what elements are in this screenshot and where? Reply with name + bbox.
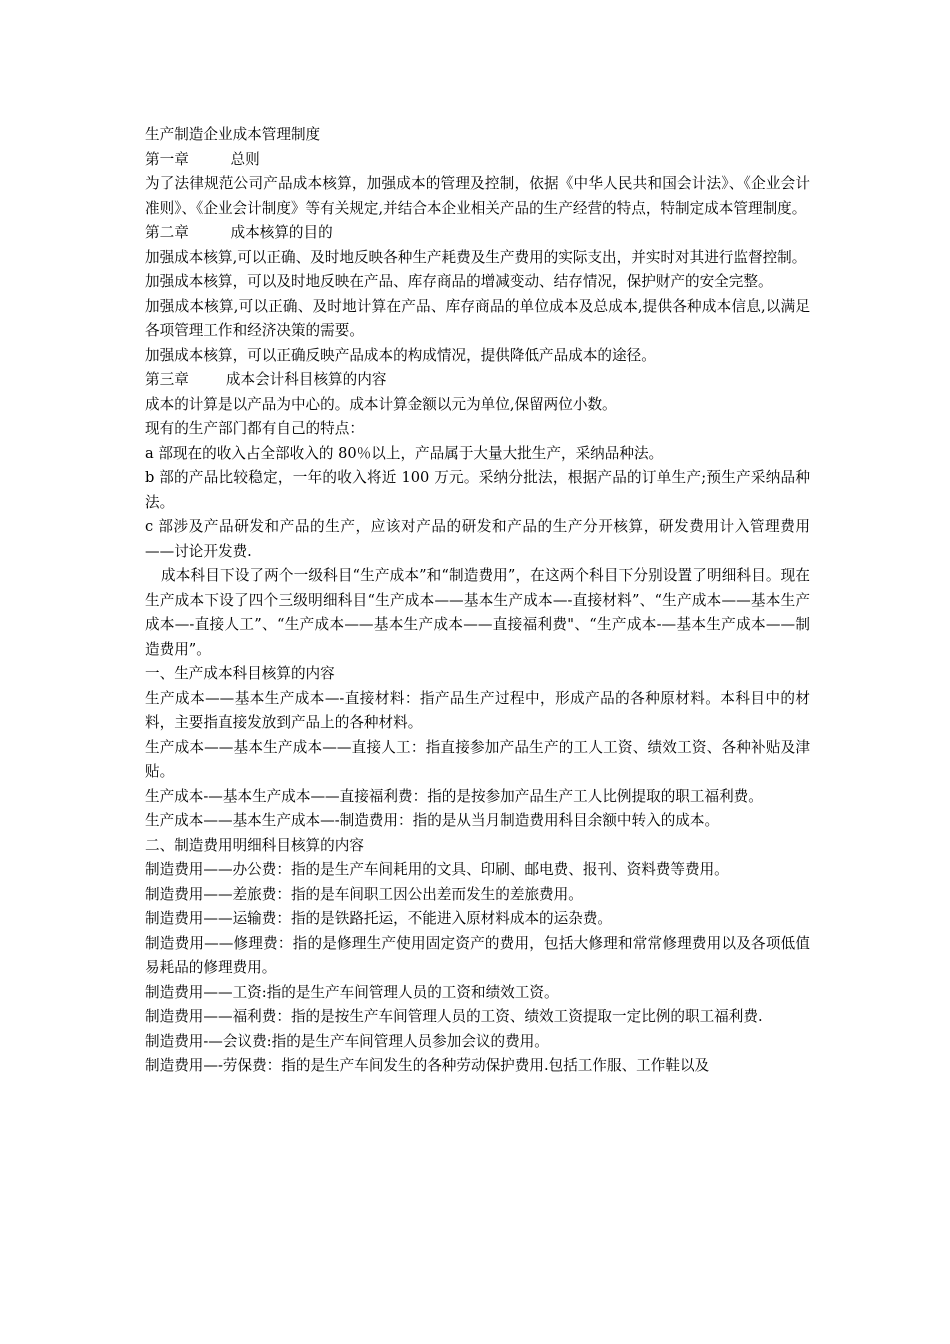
section-heading: 二、制造费用明细科目核算的内容 xyxy=(145,836,364,854)
chapter-heading: 第二章 成本核算的目的 xyxy=(145,224,333,241)
paragraph: 制造费用——修理费：指的是修理生产使用固定资产的费用，包括大修理和常常修理费用以及各项低值易耗品的修理费用。 xyxy=(145,934,810,976)
paragraph: 生产成本——基本生产成本——直接人工：指直接参加产品生产的工人工资、绩效工资、各种补贴及津贴。 xyxy=(145,738,810,780)
paragraph: 成本科目下设了两个一级科目“生产成本”和“制造费用”，在这两个科目下分别设置了明细科目。现在生产成本下设了四个三级明细科目“生产成本——基本生产成本—-直接材料”、“生产成本——基本生产成本—-直接人工”、“生产成本——基本生产成本——直接福利费"、“生产成本-—基本生产成本——制造费用”。 xyxy=(145,567,810,658)
paragraph: 制造费用—-劳保费：指的是生产车间发生的各种劳动保护费用.包括工作服、工作鞋以及 xyxy=(145,1057,710,1074)
paragraph: 制造费用-—会议费:指的是生产车间管理人员参加会议的费用。 xyxy=(145,1032,549,1050)
paragraph: 制造费用——差旅费：指的是车间职工因公出差而发生的差旅费用。 xyxy=(145,885,583,903)
chapter-heading: 第一章 总则 xyxy=(145,150,260,168)
paragraph: 制造费用——运输费：指的是铁路托运，不能进入原材料成本的运杂费。 xyxy=(145,910,613,927)
paragraph: 成本的计算是以产品为中心的。成本计算金额以元为单位,保留两位小数。 xyxy=(145,395,617,413)
paragraph: 加强成本核算，可以正确反映产品成本的构成情况，提供降低产品成本的途径。 xyxy=(145,346,656,364)
paragraph: 生产成本——基本生产成本—-制造费用：指的是从当月制造费用科目余额中转入的成本。 xyxy=(145,812,720,829)
section-heading: 一、生产成本科目核算的内容 xyxy=(145,665,335,682)
paragraph: 为了法律规范公司产品成本核算，加强成本的管理及控制，依据《中华人民共和国会计法》、《企业会计准则》、《企业会计制度》等有关规定,并结合本企业相关产品的生产经营的特点，特制定成本管理制度。 xyxy=(145,175,810,217)
paragraph: 制造费用——福利费：指的是按生产车间管理人员的工资、绩效工资提取一定比例的职工福利费. xyxy=(145,1008,763,1025)
document-body xyxy=(145,123,810,1079)
paragraph: 生产成本-—基本生产成本——直接福利费：指的是按参加产品生产工人比例提取的职工福利费。 xyxy=(145,787,763,805)
paragraph: 加强成本核算，可以及时地反映在产品、库存商品的增减变动、结存情况，保护财产的安全完整。 xyxy=(145,273,773,290)
paragraph: 加强成本核算,可以正确、及时地计算在产品、库存商品的单位成本及总成本,提供各种成本信息,以满足各项管理工作和经济决策的需要。 xyxy=(145,297,810,339)
paragraph: 加强成本核算,可以正确、及时地反映各种生产耗费及生产费用的实际支出，并实时对其进行监督控制。 xyxy=(145,248,807,266)
paragraph: 生产成本——基本生产成本—-直接材料：指产品生产过程中，形成产品的各种原材料。本科目中的材料，主要指直接发放到产品上的各种材料。 xyxy=(145,689,810,731)
chapter-heading: 第三章 成本会计科目核算的内容 xyxy=(145,371,387,388)
paragraph: 制造费用——工资:指的是生产车间管理人员的工资和绩效工资。 xyxy=(145,983,559,1001)
paragraph: b 部的产品比较稳定，一年的收入将近 100 万元。采纳分批法，根据产品的订单生产;预生产采纳品种法。 xyxy=(145,469,810,511)
paragraph: c 部涉及产品研发和产品的生产，应该对产品的研发和产品的生产分开核算，研发费用计入管理费用——讨论开发费. xyxy=(145,518,810,560)
paragraph: 现有的生产部门都有自己的特点： xyxy=(145,420,364,437)
document-title: 生产制造企业成本管理制度 xyxy=(145,126,321,143)
paragraph: 制造费用——办公费：指的是生产车间耗用的文具、印刷、邮电费、报刊、资料费等费用。 xyxy=(145,861,729,878)
paragraph: a 部现在的收入占全部收入的 80％以上，产品属于大量大批生产，采纳品种法。 xyxy=(145,444,664,462)
